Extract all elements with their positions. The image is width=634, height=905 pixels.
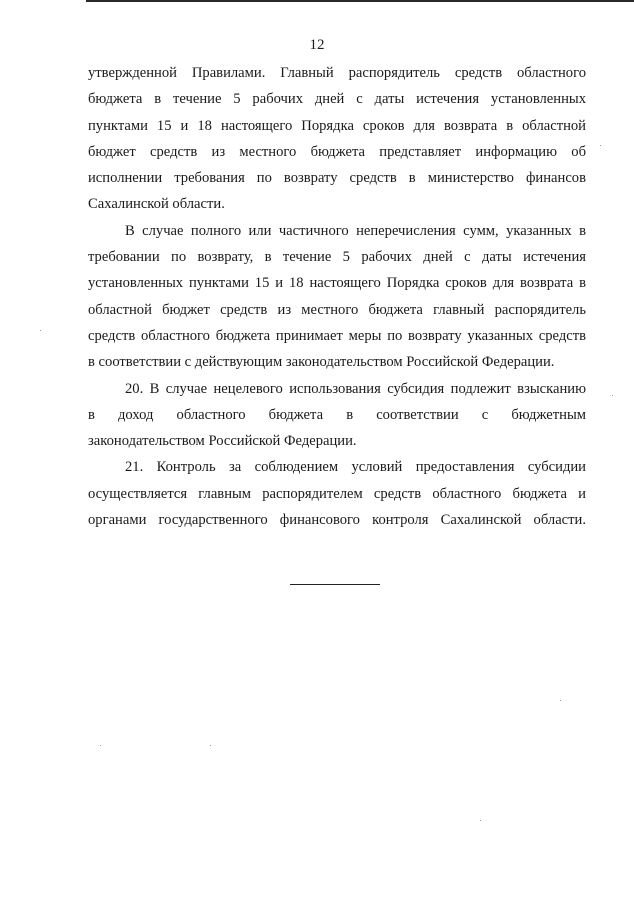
scan-speck [210, 745, 211, 746]
text-line: органами государственного финансового контроля Сахалинской области. [88, 512, 586, 529]
text-line: в доход областного бюджета в соответствии с бюджетным [88, 406, 586, 423]
scan-speck [40, 330, 41, 331]
page-number: 12 [309, 37, 325, 53]
scan-speck [100, 745, 101, 746]
text-line: в соответствии с действующим законодательством Российской Федерации. [88, 354, 555, 371]
text-line: В случае полного или частичного неперечисления сумм, указанных в [125, 222, 586, 239]
scan-speck [612, 395, 613, 396]
text-line: законодательством Российской Федерации. [88, 433, 357, 450]
scan-speck [480, 820, 481, 821]
text-line: исполнении требования по возврату средств в министерство финансов [88, 170, 586, 187]
scan-speck [600, 145, 601, 146]
scan-top-edge [86, 0, 634, 2]
scan-speck [560, 700, 561, 701]
text-line: пунктами 15 и 18 настоящего Порядка сроков для возврата в областной [88, 117, 586, 134]
separator-line [290, 584, 380, 585]
text-line: 21. Контроль за соблюдением условий предоставления субсидии [125, 459, 586, 476]
text-line: Сахалинской области. [88, 196, 225, 213]
text-line: требовании по возврату, в течение 5 рабочих дней с даты истечения [88, 249, 586, 266]
text-line: областной бюджет средств из местного бюджета главный распорядитель [88, 301, 586, 318]
text-line: 20. В случае нецелевого использования субсидия подлежит взысканию [125, 380, 586, 397]
text-line: установленных пунктами 15 и 18 настоящего Порядка сроков для возврата в [88, 275, 586, 292]
document-body [88, 60, 586, 533]
text-line: бюджет средств из местного бюджета представляет информацию об [88, 143, 586, 160]
text-line: утвержденной Правилами. Главный распорядитель средств областного [88, 65, 586, 81]
text-line: осуществляется главным распорядителем средств областного бюджета и [88, 485, 586, 502]
text-line: бюджета в течение 5 рабочих дней с даты истечения установленных [88, 91, 586, 108]
text-line: средств областного бюджета принимает меры по возврату указанных средств [88, 327, 586, 344]
